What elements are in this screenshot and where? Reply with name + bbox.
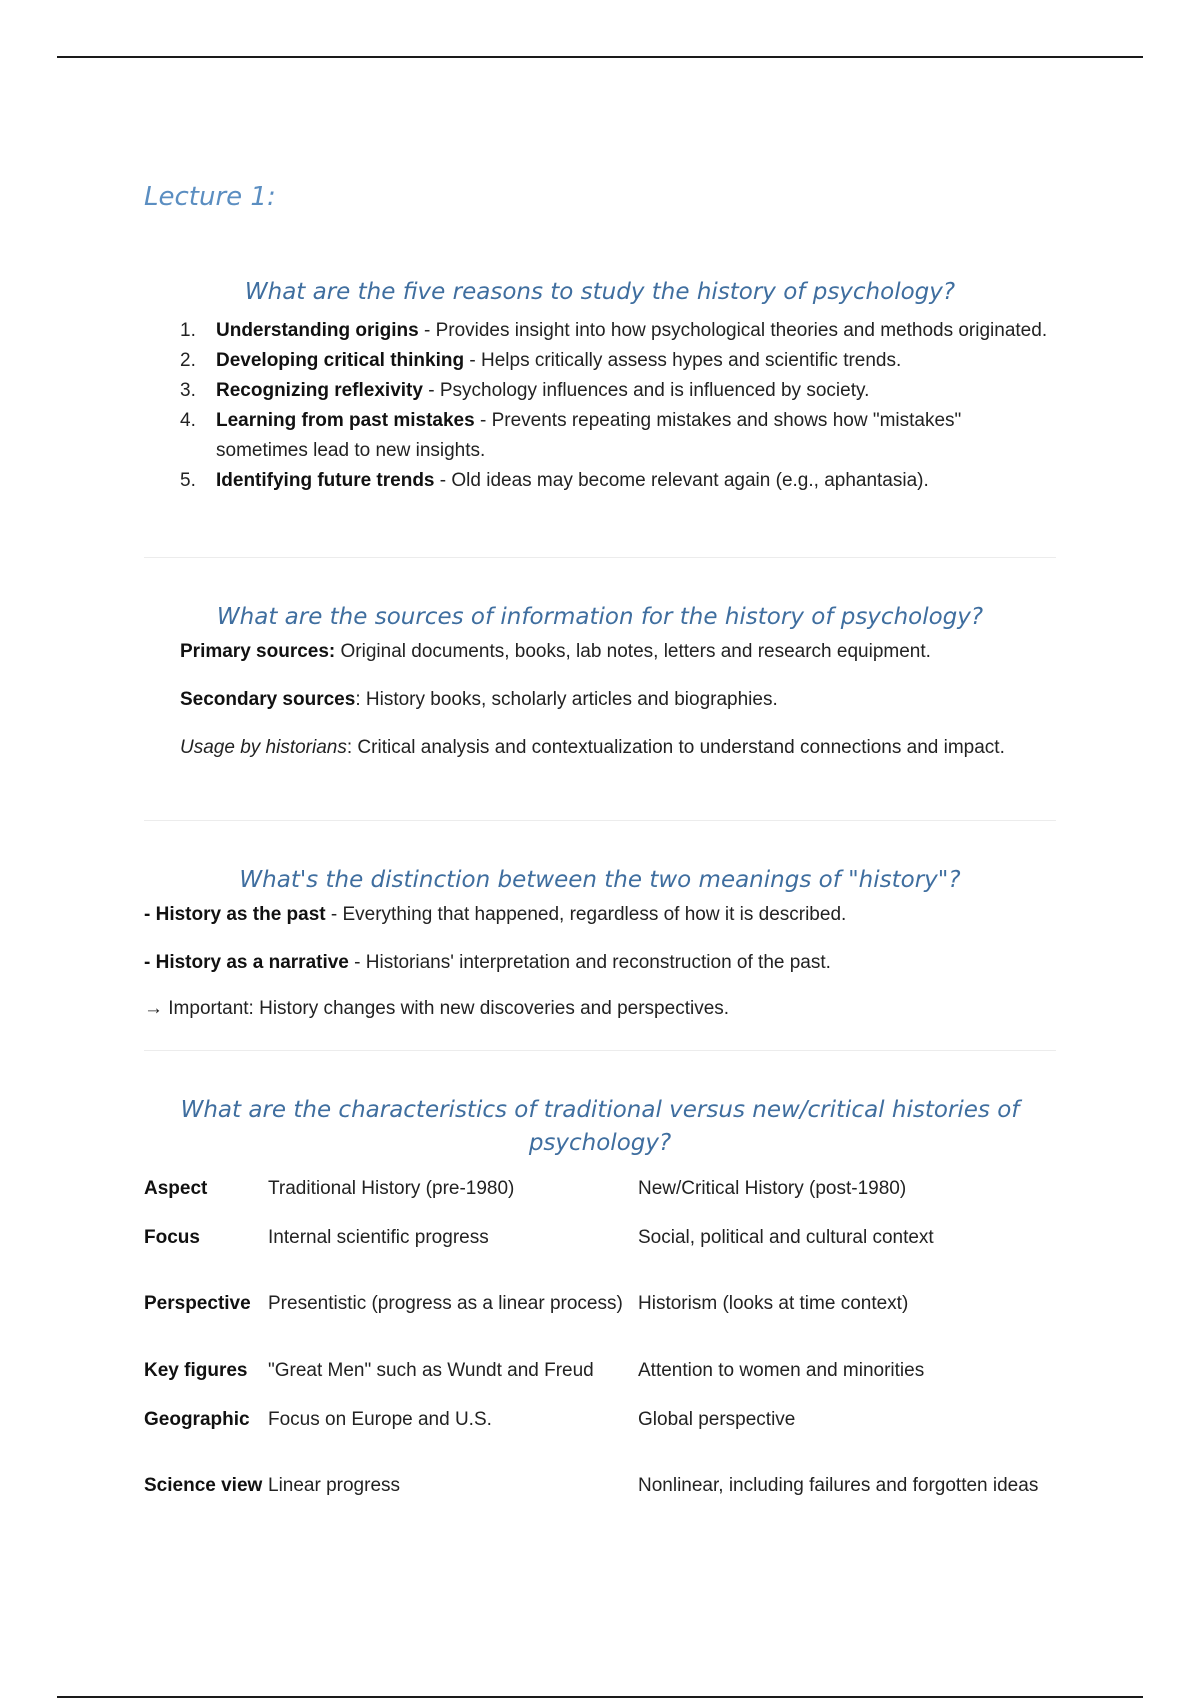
list-item	[180, 466, 1056, 496]
row-aspect: Geographic	[144, 1408, 250, 1430]
table-header-row	[144, 1164, 1056, 1213]
reasons-heading: What are the five reasons to study the history of psychology?	[244, 279, 956, 305]
list-term: Understanding origins	[216, 320, 419, 341]
list-term: Recognizing reflexivity	[216, 380, 423, 401]
usage-term: Usage by historians	[180, 737, 347, 758]
history-heading: What's the distinction between the two meanings of "history"?	[239, 867, 961, 893]
row-traditional: Linear progress	[268, 1475, 401, 1496]
row-aspect: Science view	[144, 1475, 263, 1496]
list-desc: - Old ideas may become relevant again (e.g., aphantasia).	[434, 470, 929, 491]
list-number: 5.	[180, 470, 196, 491]
list-number: 1.	[180, 320, 196, 341]
secondary-sources-desc: : History books, scholarly articles and biographies.	[355, 689, 778, 710]
usage-by-historians	[180, 731, 1056, 764]
list-number: 3.	[180, 380, 196, 401]
list-item	[180, 316, 1056, 346]
list-desc: - Helps critically assess hypes and scientific trends.	[464, 350, 902, 371]
sources-heading: What are the sources of information for the history of psychology?	[216, 604, 984, 630]
table-row	[144, 1213, 1056, 1262]
row-critical: Global perspective	[638, 1408, 796, 1430]
row-critical: Historism (looks at time context)	[638, 1293, 909, 1314]
list-number: 2.	[180, 350, 196, 371]
section-divider	[144, 557, 1056, 558]
history-past-term: History as the past	[155, 904, 326, 925]
list-item	[180, 346, 1056, 376]
list-term: Developing critical thinking	[216, 350, 465, 371]
primary-sources-term: Primary sources:	[180, 641, 336, 662]
table-row	[144, 1262, 1056, 1346]
table-row	[144, 1444, 1056, 1528]
row-critical: Nonlinear, including failures and forgotten ideas	[638, 1475, 1039, 1496]
row-aspect: Perspective	[144, 1293, 251, 1314]
reasons-list	[144, 316, 1056, 496]
table-row	[144, 1395, 1056, 1444]
history-as-past	[144, 900, 1056, 930]
important-note: → Important: History changes with new discoveries and perspectives.	[144, 998, 730, 1019]
row-traditional: Focus on Europe and U.S.	[268, 1408, 492, 1430]
compare-heading: What are the characteristics of traditional versus new/critical histories of psychology?	[180, 1097, 1020, 1156]
row-aspect: Key figures	[144, 1359, 248, 1381]
lecture-title: Lecture 1:	[144, 182, 276, 212]
list-term: Learning from past mistakes	[216, 410, 475, 431]
bottom-rule	[57, 1696, 1143, 1698]
history-narrative-prefix: -	[144, 952, 156, 973]
history-past-desc: - Everything that happened, regardless of how it is described.	[325, 904, 847, 925]
section-divider	[144, 820, 1056, 821]
list-item	[180, 406, 1056, 466]
list-desc: - Provides insight into how psychological theories and methods originated.	[418, 320, 1048, 341]
top-rule	[57, 56, 1143, 58]
header-aspect: Aspect	[144, 1177, 208, 1199]
list-desc: - Prevents repeating mistakes and shows how "mistakes" sometimes lead to new insights.	[216, 410, 962, 461]
secondary-sources-term: Secondary sources	[180, 689, 356, 710]
history-narrative-desc: - Historians' interpretation and reconstruction of the past.	[348, 952, 831, 973]
section-compare	[144, 1094, 1056, 1528]
header-critical: New/Critical History (post-1980)	[638, 1177, 907, 1199]
row-aspect: Focus	[144, 1226, 200, 1248]
history-as-narrative	[144, 948, 1056, 978]
list-term: Identifying future trends	[216, 470, 435, 491]
list-number: 4.	[180, 410, 196, 431]
history-past-prefix: -	[144, 904, 156, 925]
section-divider	[144, 1050, 1056, 1051]
row-traditional: Internal scientific progress	[268, 1226, 489, 1248]
row-traditional: Presentistic (progress as a linear process)	[268, 1293, 623, 1314]
row-critical: Attention to women and minorities	[638, 1359, 925, 1381]
row-traditional: "Great Men" such as Wundt and Freud	[268, 1359, 594, 1381]
history-narrative-term: History as a narrative	[155, 952, 349, 973]
row-critical: Social, political and cultural context	[638, 1226, 934, 1248]
primary-sources	[180, 637, 1056, 667]
primary-sources-desc: Original documents, books, lab notes, letters and research equipment.	[335, 641, 931, 662]
list-item	[180, 376, 1056, 406]
header-traditional: Traditional History (pre-1980)	[268, 1177, 515, 1199]
comparison-table	[144, 1164, 1056, 1528]
section-sources	[144, 601, 1056, 764]
secondary-sources	[180, 685, 1056, 715]
list-desc: - Psychology influences and is influenced by society.	[422, 380, 870, 401]
usage-desc: : Critical analysis and contextualization to understand connections and impact.	[346, 737, 1005, 758]
table-row	[144, 1346, 1056, 1395]
section-reasons	[144, 276, 1056, 496]
section-history-meanings	[144, 864, 1056, 1024]
